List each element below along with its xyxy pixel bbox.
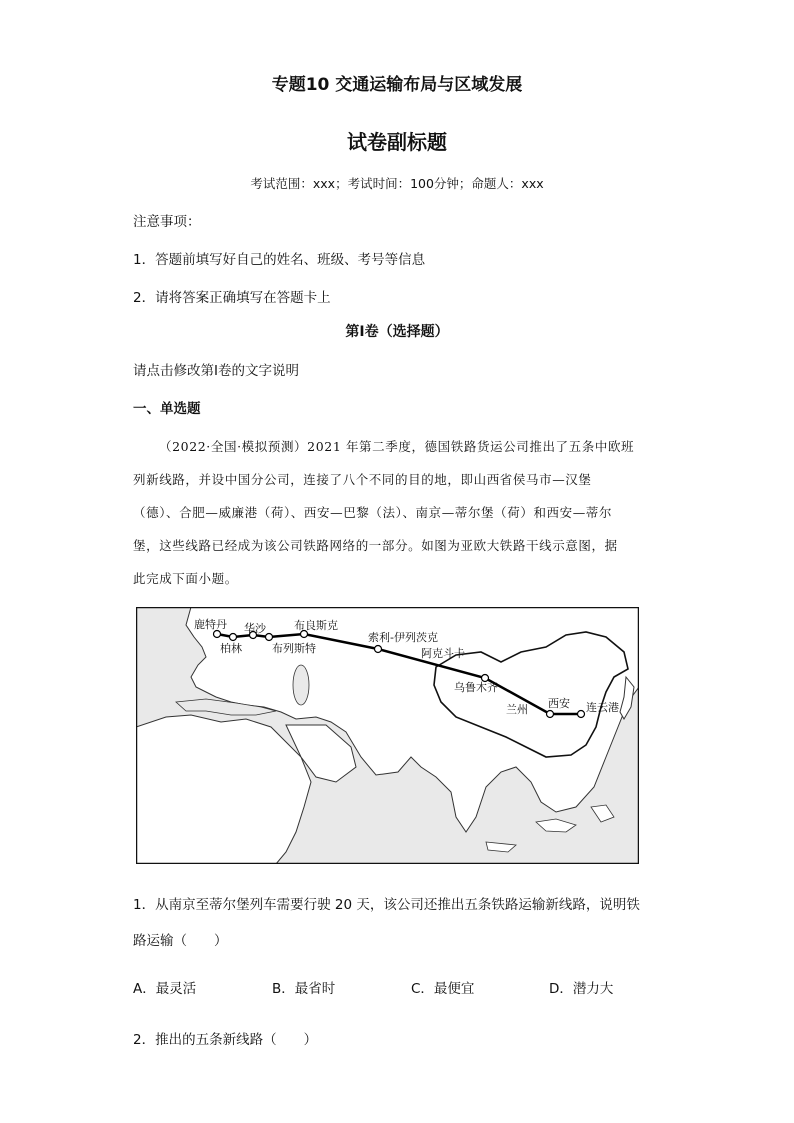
city-label: 阿克斗卡 bbox=[421, 647, 465, 660]
railway-map bbox=[136, 607, 639, 864]
part-heading: 一、单选题 bbox=[133, 401, 201, 417]
question-stem: 1．从南京至蒂尔堡列车需要行驶 20 天，该公司还推出五条铁路运输新线路，说明铁 bbox=[133, 897, 640, 913]
passage-line: 堡，这些线路已经成为该公司铁路网络的一部分。如图为亚欧大铁路干线示意图，据 bbox=[133, 538, 618, 553]
note-item: 2．请将答案正确填写在答题卡上 bbox=[133, 290, 331, 306]
city-label: 索利-伊列茨克 bbox=[368, 631, 438, 644]
exam-meta: 考试范围：xxx；考试时间：100分钟；命题人：xxx bbox=[250, 176, 544, 191]
city-label: 乌鲁木齐 bbox=[454, 681, 498, 694]
section-hint: 请点击修改第I卷的文字说明 bbox=[133, 363, 299, 379]
document-subtitle: 试卷副标题 bbox=[347, 130, 447, 154]
city-label: 西安 bbox=[548, 697, 570, 710]
city-marker bbox=[578, 711, 585, 718]
passage-line: 列新线路，并设中国分公司，连接了八个不同的目的地，即山西省侯马市—汉堡 bbox=[133, 472, 592, 487]
city-label: 华沙 bbox=[244, 622, 266, 635]
caspian-sea bbox=[293, 665, 309, 705]
city-marker bbox=[230, 634, 237, 641]
city-label: 柏林 bbox=[220, 642, 242, 655]
document-title: 专题10 交通运输布局与区域发展 bbox=[271, 75, 523, 95]
city-label: 布列斯特 bbox=[272, 642, 316, 655]
city-label: 布良斯克 bbox=[294, 619, 338, 632]
option-c[interactable]: C．最便宜 bbox=[411, 981, 475, 997]
city-marker bbox=[266, 634, 273, 641]
passage-line: 此完成下面小题。 bbox=[133, 571, 238, 586]
notes-heading: 注意事项： bbox=[133, 214, 201, 230]
option-a[interactable]: A．最灵活 bbox=[133, 981, 197, 997]
note-item: 1．答题前填写好自己的姓名、班级、考号等信息 bbox=[133, 252, 426, 268]
city-label: 鹿特丹 bbox=[194, 618, 227, 631]
passage bbox=[133, 430, 663, 595]
city-marker bbox=[214, 631, 221, 638]
city-marker bbox=[375, 646, 382, 653]
option-b[interactable]: B．最省时 bbox=[272, 981, 336, 997]
passage-line: （2022·全国·模拟预测）2021 年第二季度，德国铁路货运公司推出了五条中欧班 bbox=[159, 439, 635, 454]
city-label: 连云港 bbox=[586, 701, 619, 714]
city-marker bbox=[547, 711, 554, 718]
passage-line: （德）、合肥—威廉港（荷）、西安—巴黎（法）、南京—蒂尔堡（荷）和西安—蒂尔 bbox=[133, 505, 613, 520]
option-d[interactable]: D．潜力大 bbox=[549, 981, 614, 997]
city-label: 兰州 bbox=[506, 703, 528, 716]
section-title: 第I卷（选择题） bbox=[345, 324, 449, 340]
question-stem: 路运输（ ） bbox=[133, 933, 228, 949]
question-stem: 2．推出的五条新线路（ ） bbox=[133, 1032, 318, 1048]
